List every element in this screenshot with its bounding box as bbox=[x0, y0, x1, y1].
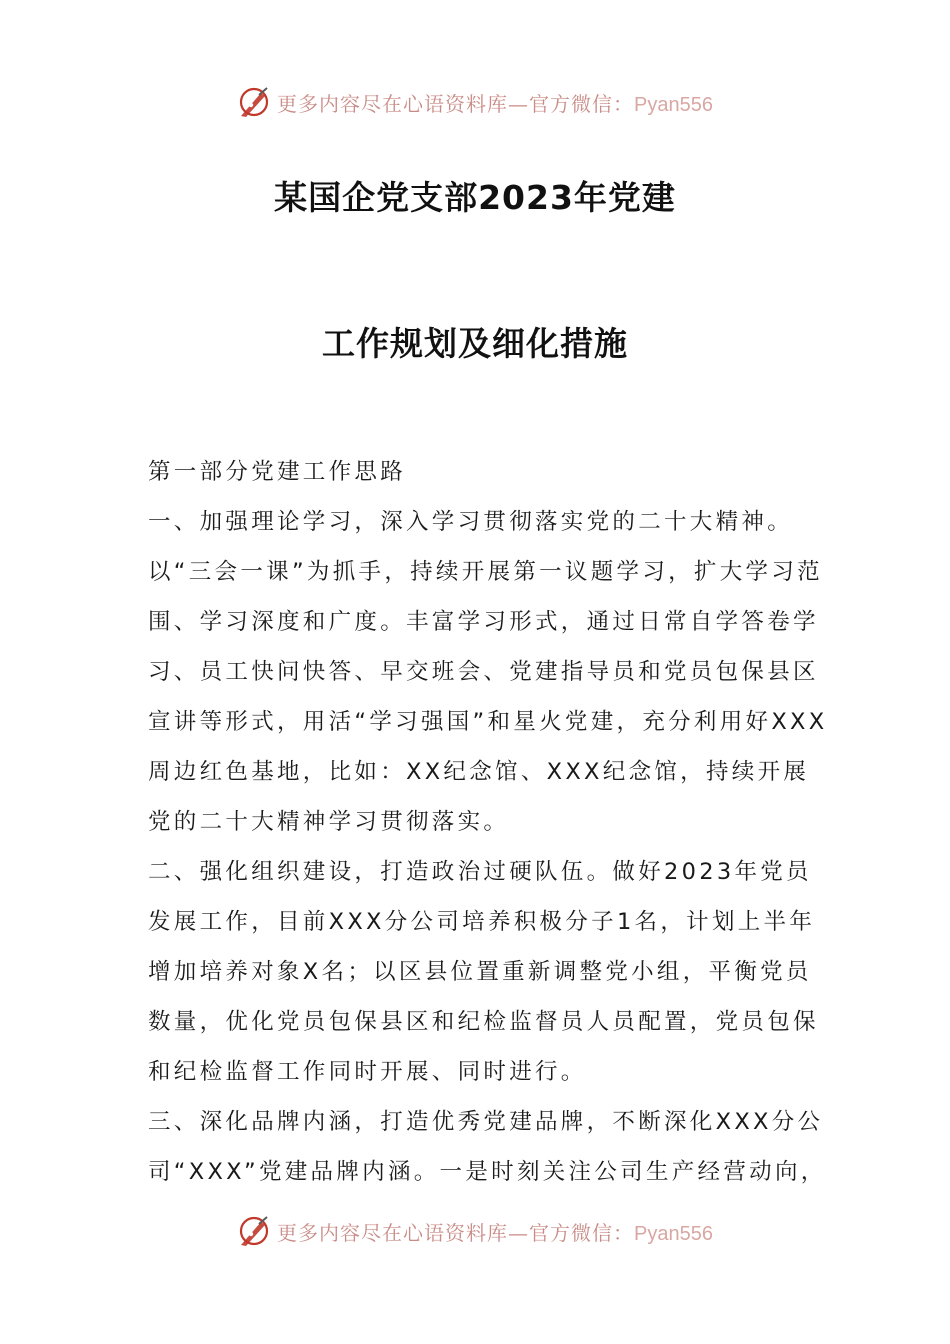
watermark-handle: Pyan556 bbox=[634, 1222, 713, 1245]
watermark-text bbox=[277, 1217, 713, 1246]
document-title-line2: 工作规划及细化措施 bbox=[322, 324, 628, 363]
watermark-label: 更多内容尽在心语资料库—官方微信： bbox=[277, 91, 635, 116]
pen-logo-icon bbox=[237, 1214, 271, 1248]
paragraph-1: 一、加强理论学习，深入学习贯彻落实党的二十大精神。以“三会一课”为抓手，持续开展第一议题学习，扩大学习范围、学习深度和广度。丰富学习形式，通过日常自学答卷学习、员工快问快答、早交班会、党建指导员和党员包保县区宣讲等形式，用活“学习强国”和星火党建，充分利用好XXX周边红色基地，比如：XX纪念馆、XXX纪念馆，持续开展党的二十大精神学习贯彻落实。 bbox=[148, 509, 828, 835]
paragraph-2: 二、强化组织建设，打造政治过硬队伍。做好2023年党员发展工作，目前XXX分公司培养积极分子1名，计划上半年增加培养对象X名；以区县位置重新调整党小组，平衡党员数量，优化党员包保县区和纪检监督员人员配置，党员包保和纪检监督工作同时开展、同时进行。 bbox=[148, 859, 819, 1085]
watermark-header bbox=[0, 82, 950, 122]
pen-logo-icon bbox=[237, 85, 271, 119]
watermark-text bbox=[277, 88, 713, 117]
document-body bbox=[148, 447, 828, 1197]
paragraph-3: 三、深化品牌内涵，打造优秀党建品牌，不断深化XXX分公司“XXX”党建品牌内涵。一是时刻关注公司生产经营动向， bbox=[148, 1109, 827, 1185]
watermark-footer bbox=[0, 1211, 950, 1251]
watermark-label: 更多内容尽在心语资料库—官方微信： bbox=[277, 1220, 635, 1245]
document-title-line1: 某国企党支部2023年党建 bbox=[274, 178, 676, 217]
watermark-handle: Pyan556 bbox=[634, 93, 713, 116]
section-heading: 第一部分党建工作思路 bbox=[148, 459, 407, 485]
